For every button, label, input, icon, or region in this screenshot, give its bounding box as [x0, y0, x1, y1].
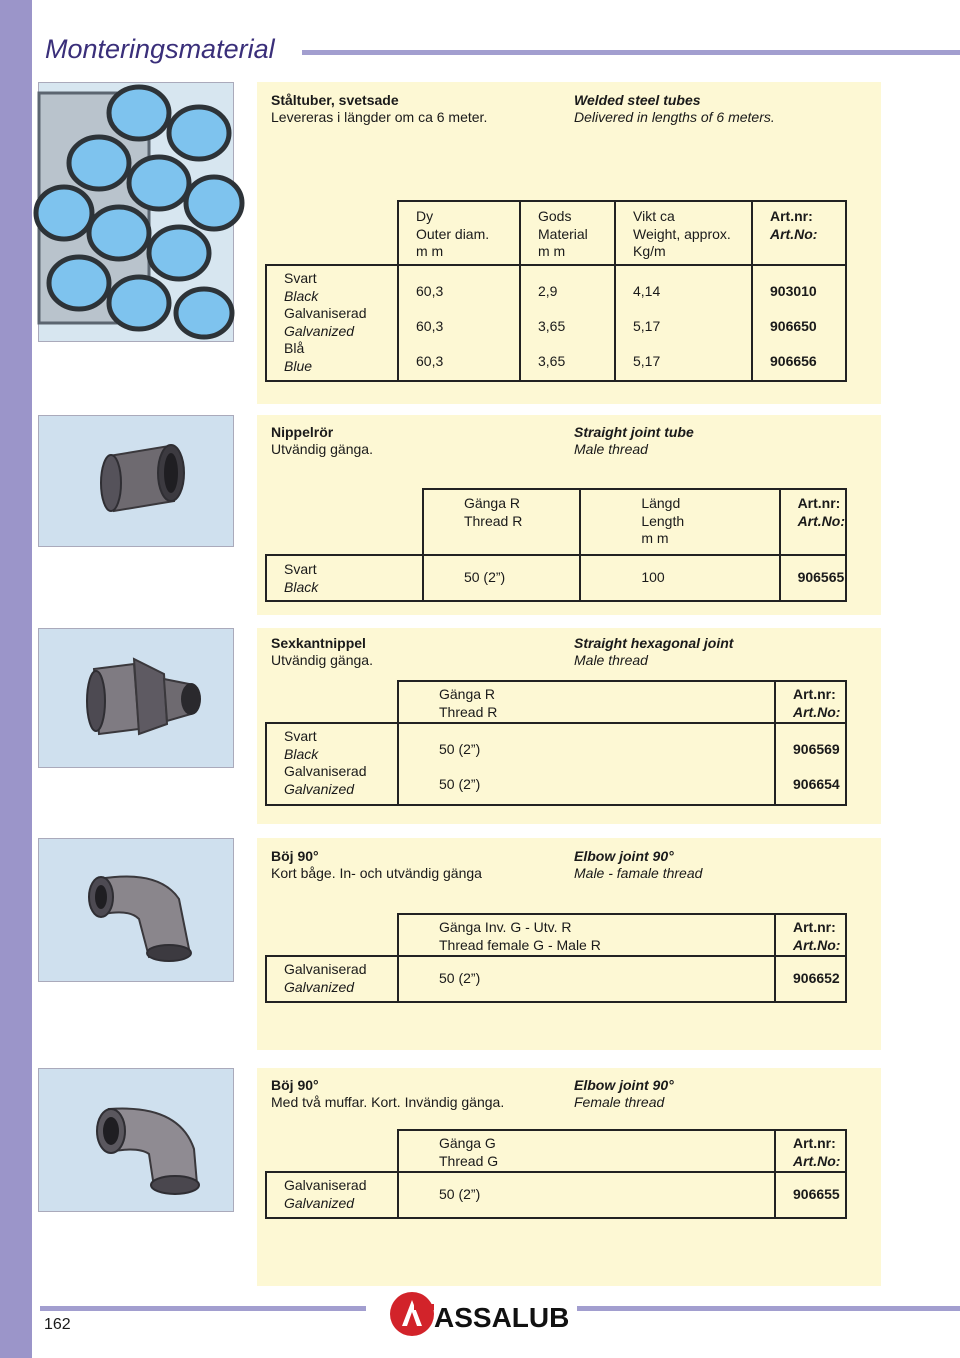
cell-art: 906569 906654	[775, 723, 846, 805]
col-header-art: Art.nr: Art.No:	[775, 1130, 846, 1172]
row-labels: Galvaniserad Galvanized	[266, 1172, 398, 1218]
page-number: 162	[44, 1316, 71, 1333]
table-corner	[266, 914, 398, 956]
table-corner	[266, 1130, 398, 1172]
row-labels: Svart Black	[266, 555, 423, 601]
cell-art: 906565	[780, 555, 846, 601]
section-5-en-heading: Elbow joint 90° Female thread	[574, 1077, 674, 1110]
col-header-thread: Gänga R Thread R	[398, 681, 775, 723]
cell-gods: 2,9 3,65 3,65	[520, 265, 615, 381]
row-labels: Galvaniserad Galvanized	[266, 956, 398, 1002]
table-corner	[266, 489, 423, 555]
page-title: Monteringsmaterial	[45, 34, 275, 64]
footer-rule-left	[40, 1306, 366, 1311]
cell-length: 100	[580, 555, 779, 601]
nipple-tube-photo	[38, 415, 234, 547]
section-4-sv-heading: Böj 90° Kort båge. In- och utvändig gänga	[271, 848, 482, 881]
col-header-length: Längd Length m m	[580, 489, 779, 555]
cell-vikt: 4,14 5,17 5,17	[615, 265, 752, 381]
cell-thread: 50 (2”)	[423, 555, 580, 601]
row-labels: Svart Black Galvaniserad Galvanized Blå Blue	[266, 265, 398, 381]
steel-tubes-photo	[38, 82, 234, 342]
section-3-table	[265, 680, 847, 806]
section-5-table	[265, 1129, 847, 1219]
col-header-vikt: Vikt ca Weight, approx. Kg/m	[615, 201, 752, 265]
row-labels: Svart Black Galvaniserad Galvanized	[266, 723, 398, 805]
section-4-en-heading: Elbow joint 90° Male - famale thread	[574, 848, 703, 881]
section-2-table	[265, 488, 847, 602]
section-1-table	[265, 200, 847, 382]
cell-art: 906652	[775, 956, 846, 1002]
assalub-logo	[388, 1290, 570, 1338]
cell-thread: 50 (2”)	[398, 956, 775, 1002]
section-1-sv-subtitle: Levereras i längder om ca 6 meter.	[271, 109, 488, 125]
table-corner	[266, 201, 398, 265]
section-4-table	[265, 913, 847, 1003]
cell-thread: 50 (2”)	[398, 1172, 775, 1218]
section-2-sv-heading: Nippelrör Utvändig gänga.	[271, 424, 373, 457]
section-3-sv-heading: Sexkantnippel Utvändig gänga.	[271, 635, 373, 668]
col-header-thread: Gänga Inv. G - Utv. R Thread female G - Male R	[398, 914, 775, 956]
col-header-art: Art.nr: Art.No:	[780, 489, 846, 555]
title-rule	[302, 50, 960, 55]
footer-rule-right	[577, 1306, 960, 1311]
left-margin-bar	[0, 0, 32, 1358]
elbow-female-photo	[38, 1068, 234, 1212]
elbow-male-female-photo	[38, 838, 234, 982]
col-header-art: Art.nr: Art.No:	[775, 681, 846, 723]
col-header-art: Art.nr: Art.No:	[752, 201, 846, 265]
col-header-thread: Gänga R Thread R	[423, 489, 580, 555]
col-header-art: Art.nr: Art.No:	[775, 914, 846, 956]
section-1-en-title: Welded steel tubes	[574, 92, 701, 108]
section-3-en-heading: Straight hexagonal joint Male thread	[574, 635, 734, 668]
cell-thread: 50 (2”) 50 (2”)	[398, 723, 775, 805]
cell-art: 903010 906650 906656	[752, 265, 846, 381]
col-header-gods: Gods Material m m	[520, 201, 615, 265]
cell-dy: 60,3 60,3 60,3	[398, 265, 520, 381]
table-corner	[266, 681, 398, 723]
section-5-sv-heading: Böj 90° Med två muffar. Kort. Invändig gänga.	[271, 1077, 505, 1110]
section-1-sv-title: Ståltuber, svetsade	[271, 92, 399, 108]
cell-art: 906655	[775, 1172, 846, 1218]
section-1-en-subtitle: Delivered in lengths of 6 meters.	[574, 109, 775, 125]
logo-text: ASSALUB	[434, 1302, 570, 1333]
section-2-en-heading: Straight joint tube Male thread	[574, 424, 694, 457]
section-1-en-heading	[574, 92, 775, 126]
section-1-sv-heading	[271, 92, 487, 126]
col-header-thread: Gänga G Thread G	[398, 1130, 775, 1172]
col-header-dy: Dy Outer diam. m m	[398, 201, 520, 265]
hex-nipple-photo	[38, 628, 234, 768]
